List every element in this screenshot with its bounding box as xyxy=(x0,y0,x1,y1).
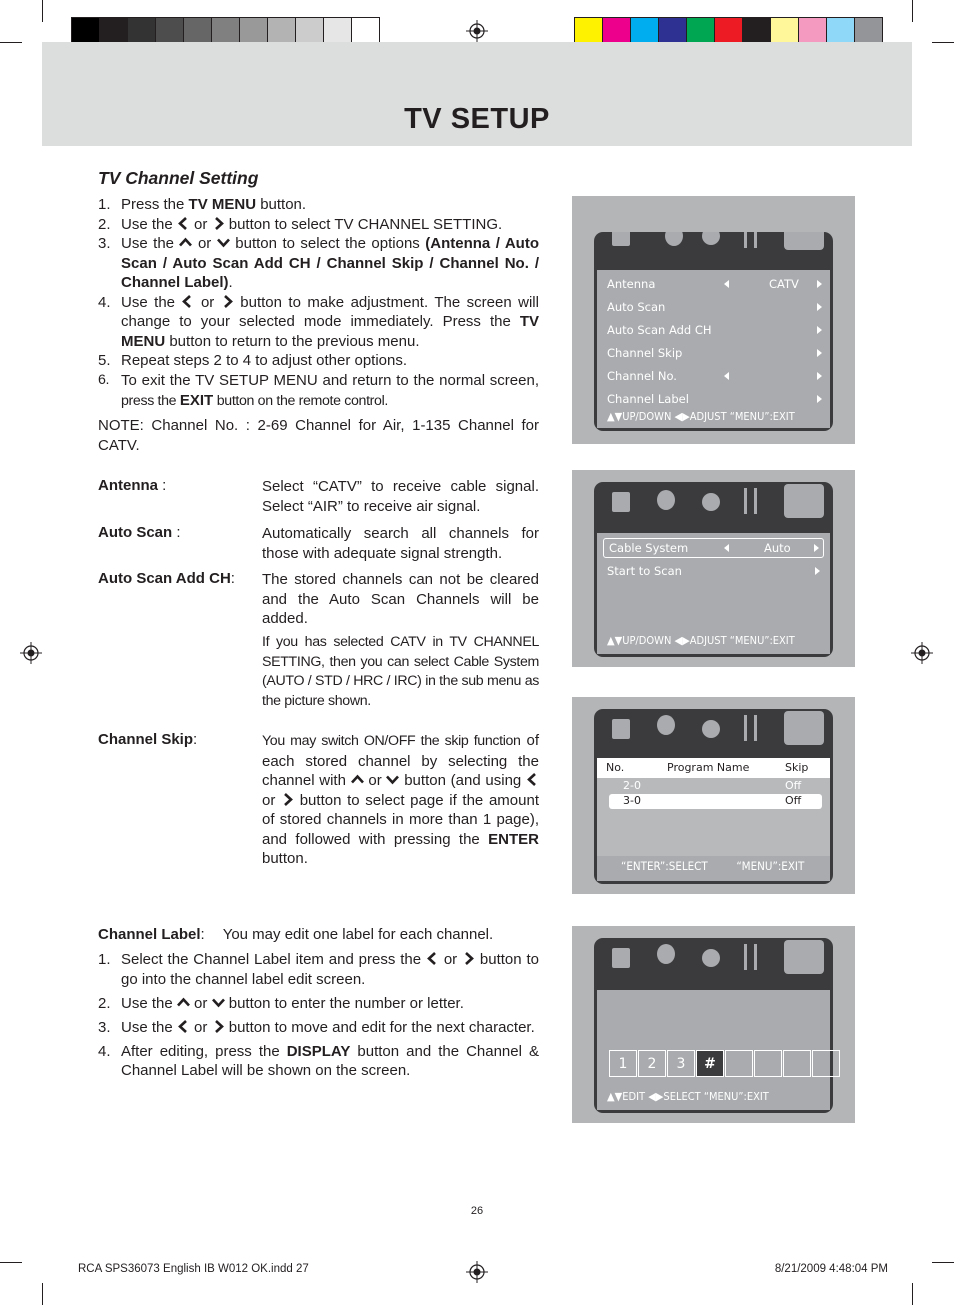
left-chevron-icon xyxy=(526,773,539,786)
list-item xyxy=(98,195,539,215)
row-no: 2-0 xyxy=(623,779,641,792)
text-run: button on the remote control. xyxy=(213,393,388,409)
right-arrow-icon xyxy=(817,303,822,311)
row-label: Cable System xyxy=(609,541,689,555)
row-label: Auto Scan Add CH xyxy=(607,323,712,337)
text-run: After editing, press the xyxy=(121,1042,287,1060)
right-chevron-icon xyxy=(212,1020,225,1033)
text-run: or xyxy=(189,994,212,1012)
left-chevron-icon xyxy=(177,1020,190,1033)
section-title: TV Channel Setting xyxy=(98,168,259,188)
right-arrow-icon xyxy=(817,280,822,288)
text-run: . xyxy=(228,274,233,291)
label-character-cell[interactable] xyxy=(783,1050,811,1077)
row-label: Auto Scan xyxy=(607,300,666,314)
right-arrow-icon xyxy=(817,395,822,403)
auto-scan-add-description: The stored channels can not be cleared and the Auto Scan Channels will be added. xyxy=(262,571,539,627)
text-run: To exit the TV SETUP MENU and return to the normal screen, xyxy=(121,371,539,389)
auto-scan-description: Automatically search all channels for those with adequate signal strength. xyxy=(262,525,539,562)
text-run: Use the xyxy=(121,994,177,1012)
right-arrow-icon xyxy=(817,349,822,357)
row-label: Start to Scan xyxy=(607,564,682,578)
channel-label-screen xyxy=(572,926,855,1123)
channel-skip-term: Channel Skip: xyxy=(98,731,198,748)
page-number: 26 xyxy=(470,1205,484,1217)
menu-icons xyxy=(594,709,833,749)
text-run: or xyxy=(438,951,463,968)
table-row-selected[interactable] xyxy=(609,794,822,809)
text-run: Use the xyxy=(121,215,177,233)
row-skip: Off xyxy=(785,794,802,807)
channel-skip-screen xyxy=(572,697,855,894)
list-item xyxy=(98,950,539,989)
text-run: Use the xyxy=(121,1018,177,1036)
text-run: Select the Channel Label item and press the xyxy=(121,951,426,968)
column-skip: Skip xyxy=(785,761,809,774)
right-arrow-icon xyxy=(817,372,822,380)
auto-scan-term: Auto Scan : xyxy=(98,524,181,541)
date-slug: 8/21/2009 4:48:04 PM xyxy=(774,1263,888,1275)
down-chevron-icon xyxy=(217,236,230,249)
text-run: ENTER xyxy=(488,830,539,848)
osd-screen xyxy=(594,938,833,1113)
text-run: button. xyxy=(256,196,307,213)
menu-row[interactable] xyxy=(607,344,822,362)
crop-mark xyxy=(912,0,913,22)
label-character-cell[interactable] xyxy=(812,1050,840,1077)
text-run: EXIT xyxy=(179,392,214,409)
registration-mark-icon xyxy=(20,642,42,664)
crop-mark xyxy=(0,42,22,43)
tv-channel-setting-screen xyxy=(572,196,855,444)
up-chevron-icon xyxy=(177,996,190,1009)
start-scan-row[interactable] xyxy=(607,562,822,580)
auto-scan-add-cable-note: If you has selected CATV in TV CHANNEL SETTING, then you can select Cable System (AUTO / STD / HRC / IRC) in the sub menu as the picture shown. xyxy=(262,634,539,709)
left-arrow-icon xyxy=(724,372,729,380)
text-run: button to make adjustment. The screen will change to your selected mode immediately. Press the xyxy=(121,293,539,330)
crop-mark xyxy=(932,1262,954,1263)
osd-screen xyxy=(594,482,833,657)
screen-footer: ▲▼EDIT ◀▶SELECT “MENU”:EXIT xyxy=(607,1090,769,1103)
up-chevron-icon xyxy=(351,773,364,786)
step-number: 2. xyxy=(98,994,111,1012)
list-item xyxy=(98,351,539,371)
right-arrow-icon xyxy=(814,544,819,552)
text-run: or xyxy=(189,215,212,233)
step-number: 1. xyxy=(98,196,111,213)
up-chevron-icon xyxy=(179,236,192,249)
text-run: or xyxy=(192,235,217,252)
row-label: Channel Skip xyxy=(607,346,683,360)
text-run: press the xyxy=(121,393,180,409)
menu-row[interactable] xyxy=(607,390,822,408)
cable-system-row[interactable] xyxy=(603,538,824,558)
screen-footer: ▲▼UP/DOWN ◀▶ADJUST “MENU”:EXIT xyxy=(607,410,795,423)
channel-label-description: You may edit one label for each channel. xyxy=(222,926,494,943)
row-value: Auto xyxy=(764,541,791,555)
label-character-cell[interactable]: 2 xyxy=(638,1050,666,1077)
left-arrow-icon xyxy=(724,280,729,288)
text-run: Use the xyxy=(121,235,180,252)
step-number: 6. xyxy=(98,371,110,388)
channel-number-note: NOTE: Channel No. : 2-69 Channel for Air, 1-135 Channel for CATV. xyxy=(98,417,539,454)
row-label: Channel Label xyxy=(607,392,689,406)
left-arrow-icon xyxy=(724,544,729,552)
registration-mark-icon xyxy=(466,20,488,42)
text-run: You may switch ON/OFF the skip function xyxy=(262,733,521,749)
text-run: button to move and edit for the next character. xyxy=(224,1018,535,1036)
row-label: Antenna xyxy=(607,277,656,291)
right-chevron-icon xyxy=(462,952,475,965)
step-number: 3. xyxy=(98,1018,111,1036)
text-run: button to select the options xyxy=(229,235,426,252)
antenna-term: Antenna : xyxy=(98,477,167,494)
text-run: or xyxy=(189,1018,212,1036)
text-run: button to select TV CHANNEL SETTING. xyxy=(224,215,503,233)
crop-mark xyxy=(42,0,43,22)
step-number: 5. xyxy=(98,352,111,369)
text-run: button and the Channel & Channel Label will be shown on the screen. xyxy=(121,1042,539,1079)
right-chevron-icon xyxy=(281,793,294,806)
text-run: of each stored channel by selecting the channel with xyxy=(262,732,539,789)
menu-area xyxy=(597,533,830,654)
list-item xyxy=(98,1042,539,1081)
right-arrow-icon xyxy=(815,567,820,575)
column-program-name: Program Name xyxy=(667,761,750,774)
page-title: TV SETUP xyxy=(404,103,550,135)
crop-mark xyxy=(0,1262,22,1263)
footer-exit: “MENU”:EXIT xyxy=(736,859,805,873)
down-chevron-icon xyxy=(212,996,225,1009)
text-run: button. xyxy=(262,850,308,867)
osd-screen xyxy=(594,709,833,884)
label-character-cell[interactable]: 3 xyxy=(667,1050,695,1077)
osd-screen xyxy=(594,232,833,431)
text-run: button to return to the previous menu. xyxy=(165,332,420,350)
menu-area xyxy=(597,758,830,881)
menu-row[interactable] xyxy=(607,298,822,316)
menu-row[interactable] xyxy=(607,321,822,339)
registration-mark-icon xyxy=(911,642,933,664)
text-run: button (and using xyxy=(399,772,526,789)
text-run: or xyxy=(363,772,387,789)
step-number: 2. xyxy=(98,215,111,233)
row-no: 3-0 xyxy=(623,794,641,807)
list-item xyxy=(98,293,539,352)
label-steps-list xyxy=(98,950,539,1085)
text-run: or xyxy=(194,293,221,311)
menu-row[interactable] xyxy=(607,367,822,385)
label-character-cell[interactable] xyxy=(725,1050,753,1077)
text-run: button to enter the number or letter. xyxy=(224,994,464,1012)
auto-scan-add-term: Auto Scan Add CH: xyxy=(98,570,235,587)
menu-icons xyxy=(594,482,833,522)
menu-icons xyxy=(594,232,833,272)
file-slug: RCA SPS36073 English IB W012 OK.indd 27 xyxy=(78,1263,309,1275)
text-run: Press the xyxy=(121,196,189,213)
text-run: TV MENU xyxy=(121,313,539,350)
label-character-cell[interactable]: # xyxy=(696,1050,724,1077)
text-run: (Antenna / Auto Scan / Auto Scan Add CH / Channel Skip / Channel No. / Channel Label) xyxy=(121,235,539,291)
list-item xyxy=(98,215,539,235)
text-run: or xyxy=(262,791,282,809)
left-chevron-icon xyxy=(426,952,439,965)
crop-mark xyxy=(42,1283,43,1305)
channel-label-term: Channel Label: You may edit one label for each channel. xyxy=(98,926,494,943)
cable-system-screen xyxy=(572,470,855,667)
down-chevron-icon xyxy=(386,773,399,786)
row-label: Channel No. xyxy=(607,369,677,383)
menu-area xyxy=(597,270,830,428)
table-row[interactable] xyxy=(597,778,830,794)
text-run: button to select page if the amount of stored channels in more than 1 page), and followed with pressing the xyxy=(262,791,539,848)
right-chevron-icon xyxy=(212,217,225,230)
registration-mark-icon xyxy=(466,1261,488,1283)
list-item xyxy=(98,994,539,1014)
menu-area xyxy=(597,990,830,1110)
row-skip: Off xyxy=(785,779,802,792)
step-number: 1. xyxy=(98,951,111,968)
menu-row[interactable] xyxy=(607,275,822,293)
channel-skip-description xyxy=(262,731,539,869)
list-item xyxy=(98,371,539,412)
crop-mark xyxy=(932,42,954,43)
text-run: DISPLAY xyxy=(286,1042,351,1060)
left-chevron-icon xyxy=(181,295,194,308)
text-run: Use the xyxy=(121,293,182,311)
text-run: TV MENU xyxy=(188,196,257,213)
footer-select: “ENTER”:SELECT xyxy=(621,859,708,873)
right-arrow-icon xyxy=(817,326,822,334)
list-item xyxy=(98,1018,539,1038)
menu-icons xyxy=(594,938,833,978)
list-item xyxy=(98,234,539,293)
text-run: Repeat steps 2 to 4 to adjust other options. xyxy=(121,352,408,369)
crop-mark xyxy=(912,1283,913,1305)
row-value: CATV xyxy=(769,277,799,291)
setting-steps-list xyxy=(98,195,539,412)
step-number: 3. xyxy=(98,235,111,252)
step-number: 4. xyxy=(98,293,111,311)
skip-table-header xyxy=(597,758,830,778)
step-number: 4. xyxy=(98,1042,111,1060)
left-chevron-icon xyxy=(177,217,190,230)
label-character-cell[interactable]: 1 xyxy=(609,1050,637,1077)
text-run: button to go into the channel label edit screen. xyxy=(121,951,539,988)
antenna-description: Select “CATV” to receive cable signal. Select “AIR” to receive air signal. xyxy=(262,478,539,515)
right-chevron-icon xyxy=(221,295,234,308)
column-no: No. xyxy=(606,761,625,774)
label-character-cell[interactable] xyxy=(754,1050,782,1077)
screen-footer: ▲▼UP/DOWN ◀▶ADJUST “MENU”:EXIT xyxy=(607,634,795,647)
screen-footer xyxy=(621,859,824,875)
